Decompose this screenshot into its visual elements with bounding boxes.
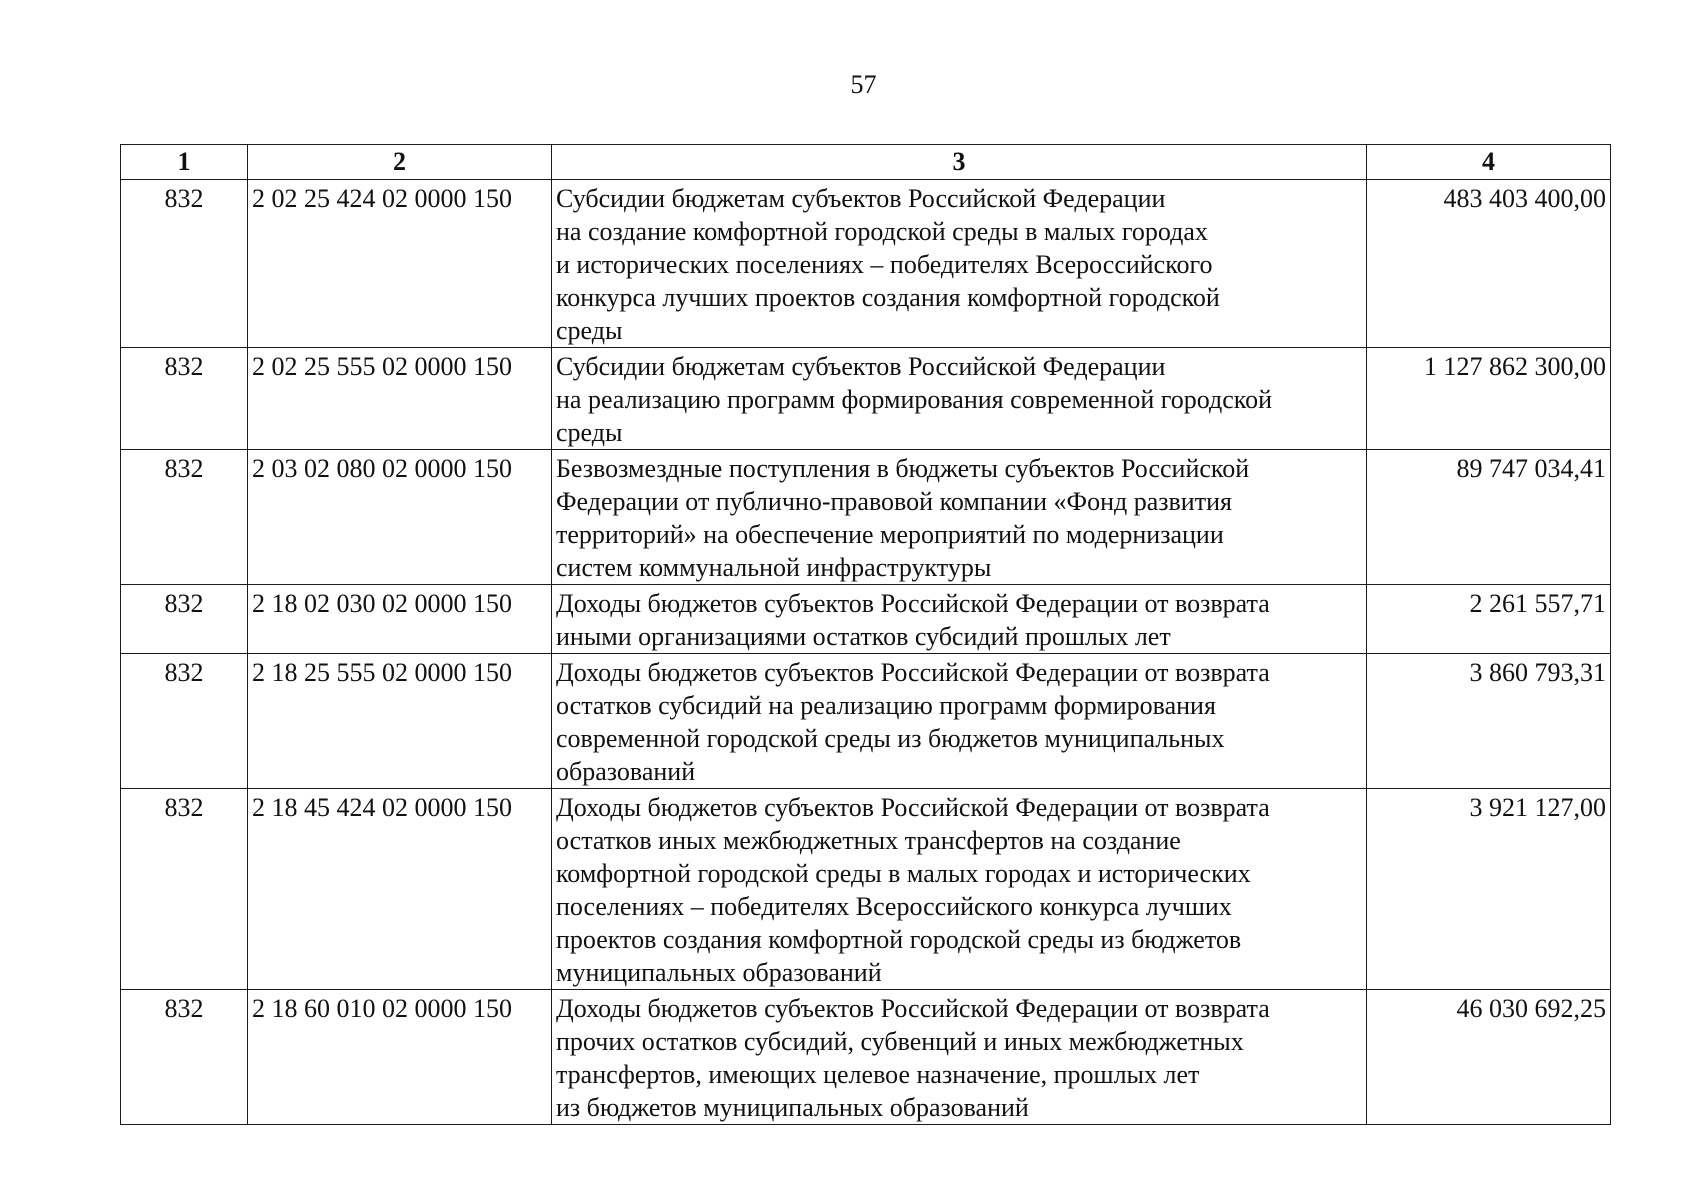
table-row (121, 990, 1611, 1125)
table-header-row (121, 145, 1611, 180)
column-header-1: 1 (121, 145, 248, 180)
revenue-name-line: поселениях – победителях Всероссийского конкурса лучших (556, 892, 1232, 921)
revenue-name-line: муниципальных образований (556, 958, 882, 987)
revenue-table (120, 144, 1611, 1125)
amount-cell: 483 403 400,00 (1367, 180, 1611, 348)
revenue-name-cell (552, 348, 1367, 450)
revenue-name-cell (552, 180, 1367, 348)
admin-code-cell: 832 (121, 585, 248, 654)
revenue-name-line: среды (556, 316, 623, 345)
admin-code-cell: 832 (121, 654, 248, 789)
revenue-name-line: систем коммунальной инфраструктуры (556, 553, 992, 582)
revenue-name-line: и исторических поселениях – победителях Всероссийского (556, 250, 1213, 279)
revenue-code-cell: 2 18 60 010 02 0000 150 (248, 990, 552, 1125)
revenue-code-cell: 2 03 02 080 02 0000 150 (248, 450, 552, 585)
table-row (121, 654, 1611, 789)
amount-cell: 3 860 793,31 (1367, 654, 1611, 789)
document-page (120, 144, 1610, 1125)
revenue-name-line: среды (556, 418, 623, 447)
revenue-name-cell (552, 585, 1367, 654)
revenue-name-line: Доходы бюджетов субъектов Российской Федерации от возврата (556, 589, 1270, 618)
revenue-name-line: на реализацию программ формирования современной городской (556, 385, 1272, 414)
revenue-name-line: из бюджетов муниципальных образований (556, 1093, 1029, 1122)
table-row (121, 348, 1611, 450)
amount-cell: 3 921 127,00 (1367, 789, 1611, 990)
admin-code-cell: 832 (121, 348, 248, 450)
table-row (121, 450, 1611, 585)
revenue-name-line: иными организациями остатков субсидий прошлых лет (556, 622, 1171, 651)
table-row (121, 789, 1611, 990)
amount-cell: 2 261 557,71 (1367, 585, 1611, 654)
revenue-name-line: конкурса лучших проектов создания комфортной городской (556, 283, 1220, 312)
table-body (121, 180, 1611, 1125)
revenue-name-line: Субсидии бюджетам субъектов Российской Федерации (556, 184, 1166, 213)
revenue-name-cell (552, 789, 1367, 990)
revenue-code-cell: 2 02 25 424 02 0000 150 (248, 180, 552, 348)
revenue-name-cell (552, 990, 1367, 1125)
revenue-name-line: Федерации от публично-правовой компании «Фонд развития (556, 487, 1232, 516)
admin-code-cell: 832 (121, 180, 248, 348)
revenue-code-cell: 2 18 02 030 02 0000 150 (248, 585, 552, 654)
revenue-name-line: остатков субсидий на реализацию программ формирования (556, 691, 1216, 720)
revenue-name-cell (552, 450, 1367, 585)
revenue-name-line: остатков иных межбюджетных трансфертов на создание (556, 826, 1181, 855)
revenue-name-cell (552, 654, 1367, 789)
revenue-name-line: на создание комфортной городской среды в малых городах (556, 217, 1208, 246)
admin-code-cell: 832 (121, 789, 248, 990)
column-header-2: 2 (248, 145, 552, 180)
page-number: 57 (850, 70, 877, 99)
revenue-name-line: комфортной городской среды в малых городах и исторических (556, 859, 1251, 888)
revenue-name-line: проектов создания комфортной городской среды из бюджетов (556, 925, 1242, 954)
revenue-name-line: Субсидии бюджетам субъектов Российской Федерации (556, 352, 1166, 381)
revenue-name-line: Доходы бюджетов субъектов Российской Федерации от возврата (556, 793, 1270, 822)
revenue-name-line: территорий» на обеспечение мероприятий по модернизации (556, 520, 1224, 549)
revenue-name-line: трансфертов, имеющих целевое назначение, прошлых лет (556, 1060, 1200, 1089)
revenue-code-cell: 2 18 45 424 02 0000 150 (248, 789, 552, 990)
table-row (121, 180, 1611, 348)
amount-cell: 89 747 034,41 (1367, 450, 1611, 585)
column-header-4: 4 (1367, 145, 1611, 180)
amount-cell: 1 127 862 300,00 (1367, 348, 1611, 450)
table-row (121, 585, 1611, 654)
revenue-code-cell: 2 02 25 555 02 0000 150 (248, 348, 552, 450)
revenue-name-line: современной городской среды из бюджетов муниципальных (556, 724, 1225, 753)
revenue-name-line: образований (556, 757, 696, 786)
revenue-name-line: Доходы бюджетов субъектов Российской Федерации от возврата (556, 994, 1270, 1023)
admin-code-cell: 832 (121, 450, 248, 585)
revenue-name-line: Доходы бюджетов субъектов Российской Федерации от возврата (556, 658, 1270, 687)
revenue-name-line: Безвозмездные поступления в бюджеты субъектов Российской (556, 454, 1250, 483)
column-header-3: 3 (552, 145, 1367, 180)
revenue-name-line: прочих остатков субсидий, субвенций и иных межбюджетных (556, 1027, 1244, 1056)
revenue-code-cell: 2 18 25 555 02 0000 150 (248, 654, 552, 789)
amount-cell: 46 030 692,25 (1367, 990, 1611, 1125)
admin-code-cell: 832 (121, 990, 248, 1125)
